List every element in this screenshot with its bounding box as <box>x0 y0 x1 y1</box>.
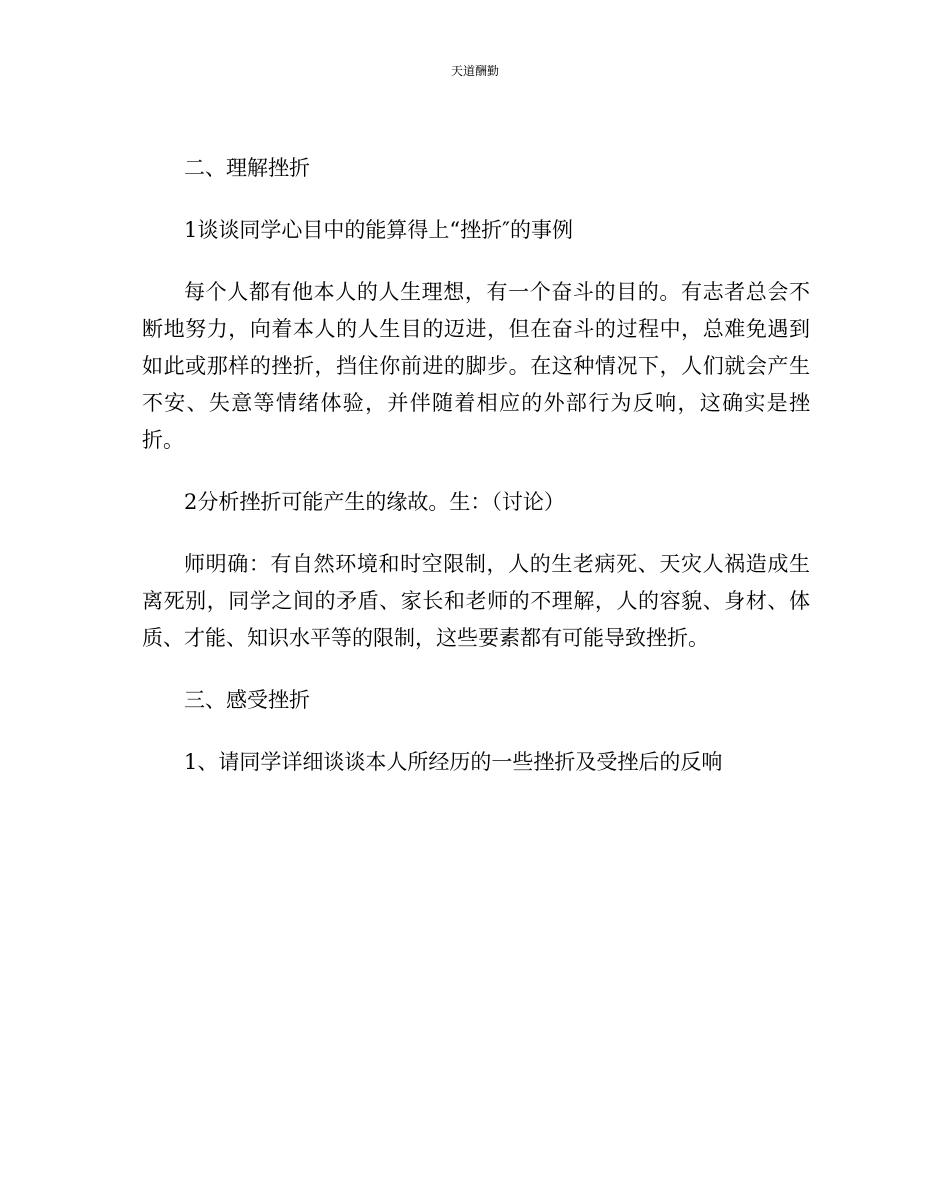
page-header: 天道酬勤 <box>450 64 499 78</box>
body-paragraph-ideals: 每个人都有他本人的人生理想，有一个奋斗的目的。有志者总会不断地努力，向着本人的人生目的迈进，但在奋斗的过程中，总难免遇到如此或那样的挫折，挡住你前进的脚步。在这种情况下，人们就会产生不安、失意等情绪体验，并伴随着相应的外部行为反响，这确实是挫折。 <box>142 280 810 452</box>
section-heading-understand-frustration: 二、理解挫折 <box>184 156 310 180</box>
body-paragraph-teacher-clarifies: 师明确：有自然环境和时空限制，人的生老病死、天灾人祸造成生离死别，同学之间的矛盾、家长和老师的不理解，人的容貌、身材、体质、才能、知识水平等的限制，这些要素都有可能导致挫折。 <box>142 552 810 650</box>
subheading-analyze-causes: 2分析挫折可能产生的缘故。生：（讨论） <box>184 490 565 514</box>
subheading-discuss-examples: 1谈谈同学心目中的能算得上“挫折″的事例 <box>184 218 573 242</box>
section-heading-feel-frustration: 三、感受挫折 <box>184 688 310 712</box>
document-body <box>142 150 810 806</box>
subheading-share-experiences: 1、请同学详细谈谈本人所经历的一些挫折及受挫后的反响 <box>184 750 723 774</box>
